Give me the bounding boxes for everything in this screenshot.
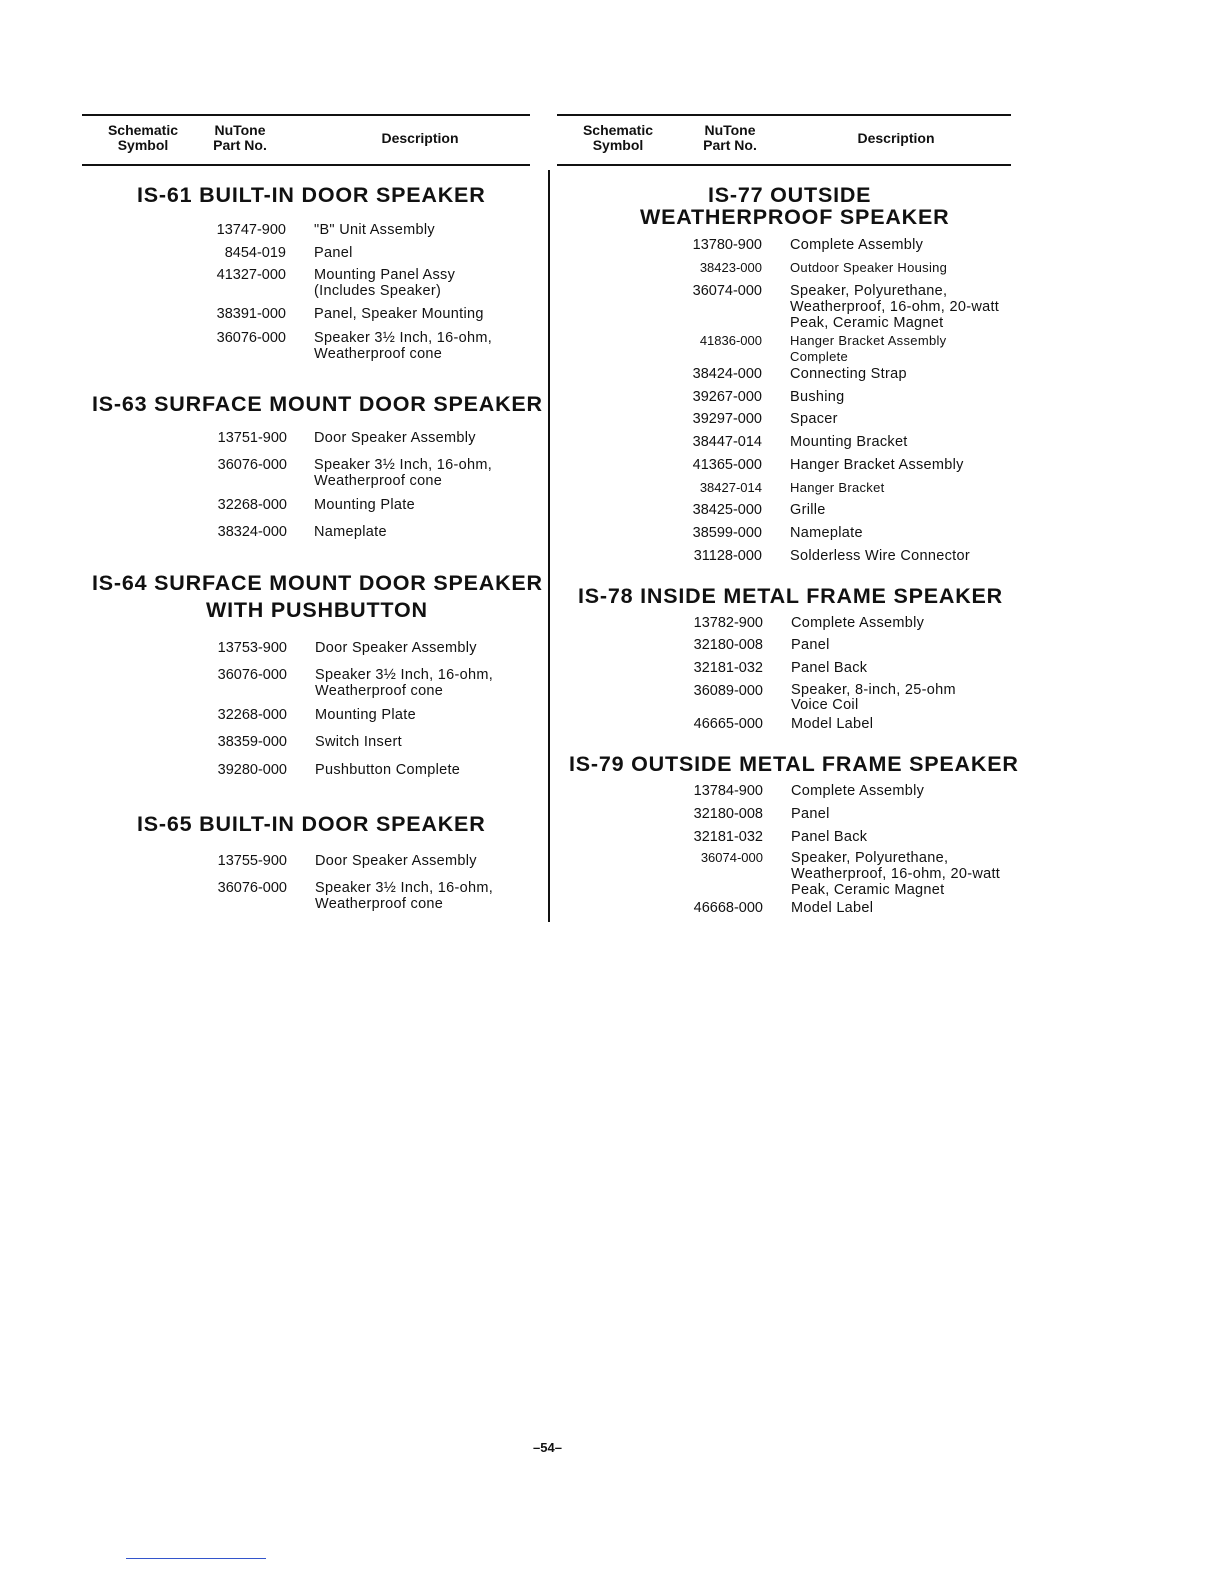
left-header-part-no: NuTone Part No.: [213, 122, 267, 153]
left-header-description: Description: [381, 130, 459, 146]
part-number: 13755-900: [217, 853, 287, 869]
part-description: Speaker 3½ Inch, 16-ohm, Weatherproof cone: [314, 330, 493, 362]
part-number: 32180-008: [693, 806, 763, 822]
part-description: Nameplate: [314, 524, 387, 540]
part-number: 36076-000: [217, 457, 287, 473]
part-description: Grille: [790, 502, 826, 518]
part-description: Speaker, Polyurethane, Weatherproof, 16-ohm, 20-watt Peak, Ceramic Magnet: [790, 283, 1000, 331]
part-number: 32181-032: [693, 660, 763, 676]
part-description: Speaker, 8-inch, 25-ohm Voice Coil: [791, 682, 956, 713]
part-number: 38425-000: [692, 502, 762, 518]
part-description: Hanger Bracket Assembly: [790, 457, 964, 473]
part-description: Mounting Plate: [315, 707, 416, 723]
section-title-is63: IS-63 SURFACE MOUNT DOOR SPEAKER: [92, 392, 543, 416]
part-number: 38599-000: [692, 525, 762, 541]
part-number: 32180-008: [693, 637, 763, 653]
part-number: 13784-900: [693, 783, 763, 799]
part-description: Complete Assembly: [791, 615, 925, 631]
part-number: 32181-032: [693, 829, 763, 845]
page-number: –54–: [533, 1440, 562, 1455]
part-number: 8454-019: [224, 245, 286, 261]
part-description: Mounting Panel Assy (Includes Speaker): [314, 267, 456, 299]
part-number: 38359-000: [217, 734, 287, 750]
part-number: 38427-014: [699, 480, 762, 495]
part-number: 32268-000: [217, 707, 287, 723]
part-number: 39280-000: [217, 762, 287, 778]
part-number: 38447-014: [692, 434, 762, 450]
part-number: 36074-000: [692, 283, 762, 299]
part-number: 38324-000: [217, 524, 287, 540]
part-description: Panel Back: [791, 829, 868, 845]
part-description: Nameplate: [790, 525, 863, 541]
part-number: 36089-000: [693, 683, 763, 699]
part-description: Complete Assembly: [790, 237, 924, 253]
part-description: "B" Unit Assembly: [314, 222, 435, 238]
part-description: Switch Insert: [315, 734, 402, 750]
left-header-top-rule: [82, 114, 530, 116]
part-description: Pushbutton Complete: [315, 762, 461, 778]
part-description: Solderless Wire Connector: [790, 548, 970, 564]
part-number: 38391-000: [216, 306, 286, 322]
part-number: 36076-000: [217, 880, 287, 896]
part-number: 38423-000: [699, 260, 762, 275]
part-description: Speaker, Polyurethane, Weatherproof, 16-ohm, 20-watt Peak, Ceramic Magnet: [791, 850, 1001, 898]
part-number: 36074-000: [700, 850, 763, 865]
part-number: 13747-900: [216, 222, 286, 238]
part-description: Spacer: [790, 411, 838, 427]
part-number: 36076-000: [217, 667, 287, 683]
part-number: 41327-000: [216, 267, 286, 283]
part-description: Door Speaker Assembly: [315, 640, 477, 656]
part-description: Door Speaker Assembly: [315, 853, 477, 869]
right-header-bottom-rule: [557, 164, 1011, 166]
part-description: Hanger Bracket: [790, 480, 885, 495]
section-subtitle-is77: WEATHERPROOF SPEAKER: [640, 205, 950, 229]
part-number: 41836-000: [699, 333, 762, 348]
part-description: Door Speaker Assembly: [314, 430, 476, 446]
part-description: Panel, Speaker Mounting: [314, 306, 484, 322]
section-title-is65: IS-65 BUILT-IN DOOR SPEAKER: [137, 812, 486, 836]
part-description: Speaker 3½ Inch, 16-ohm, Weatherproof cone: [315, 667, 494, 699]
section-subtitle-is64: WITH PUSHBUTTON: [206, 598, 428, 622]
part-description: Outdoor Speaker Housing: [790, 260, 948, 275]
right-header-description: Description: [857, 130, 935, 146]
part-description: Hanger Bracket Assembly Complete: [790, 333, 947, 364]
right-header-top-rule: [557, 114, 1011, 116]
section-title-is78: IS-78 INSIDE METAL FRAME SPEAKER: [578, 584, 1003, 608]
part-number: 39267-000: [692, 389, 762, 405]
part-number: 13751-900: [217, 430, 287, 446]
section-title-is79: IS-79 OUTSIDE METAL FRAME SPEAKER: [569, 752, 1019, 776]
part-number: 31128-000: [693, 548, 762, 564]
part-description: Model Label: [791, 900, 874, 916]
column-divider: [548, 170, 550, 922]
part-description: Panel: [314, 245, 353, 261]
part-description: Panel: [791, 806, 830, 822]
part-number: 32268-000: [217, 497, 287, 513]
part-number: 13780-900: [692, 237, 762, 253]
part-number: 36076-000: [216, 330, 286, 346]
part-number: 13782-900: [693, 615, 763, 631]
part-description: Complete Assembly: [791, 783, 925, 799]
part-number: 46668-000: [693, 900, 763, 916]
left-header-bottom-rule: [82, 164, 530, 166]
part-description: Mounting Bracket: [790, 434, 908, 450]
right-header-schematic-symbol: Schematic Symbol: [582, 122, 654, 153]
part-number: 38424-000: [692, 366, 762, 382]
section-title-is64: IS-64 SURFACE MOUNT DOOR SPEAKER: [92, 571, 543, 595]
part-description: Panel Back: [791, 660, 868, 676]
part-description: Panel: [791, 637, 830, 653]
divider-line: [126, 1558, 266, 1559]
section-title-is61: IS-61 BUILT-IN DOOR SPEAKER: [137, 183, 486, 207]
part-description: Speaker 3½ Inch, 16-ohm, Weatherproof cone: [314, 457, 493, 489]
part-number: 41365-000: [692, 457, 762, 473]
part-description: Bushing: [790, 389, 845, 405]
part-number: 13753-900: [217, 640, 287, 656]
part-number: 39297-000: [692, 411, 762, 427]
section-title-is77: IS-77 OUTSIDE: [708, 183, 872, 207]
part-description: Speaker 3½ Inch, 16-ohm, Weatherproof cone: [315, 880, 494, 912]
right-header-part-no: NuTone Part No.: [703, 122, 757, 153]
left-header-schematic-symbol: Schematic Symbol: [107, 122, 179, 153]
part-description: Model Label: [791, 716, 874, 732]
part-description: Mounting Plate: [314, 497, 415, 513]
part-number: 46665-000: [693, 716, 763, 732]
part-description: Connecting Strap: [790, 366, 907, 382]
